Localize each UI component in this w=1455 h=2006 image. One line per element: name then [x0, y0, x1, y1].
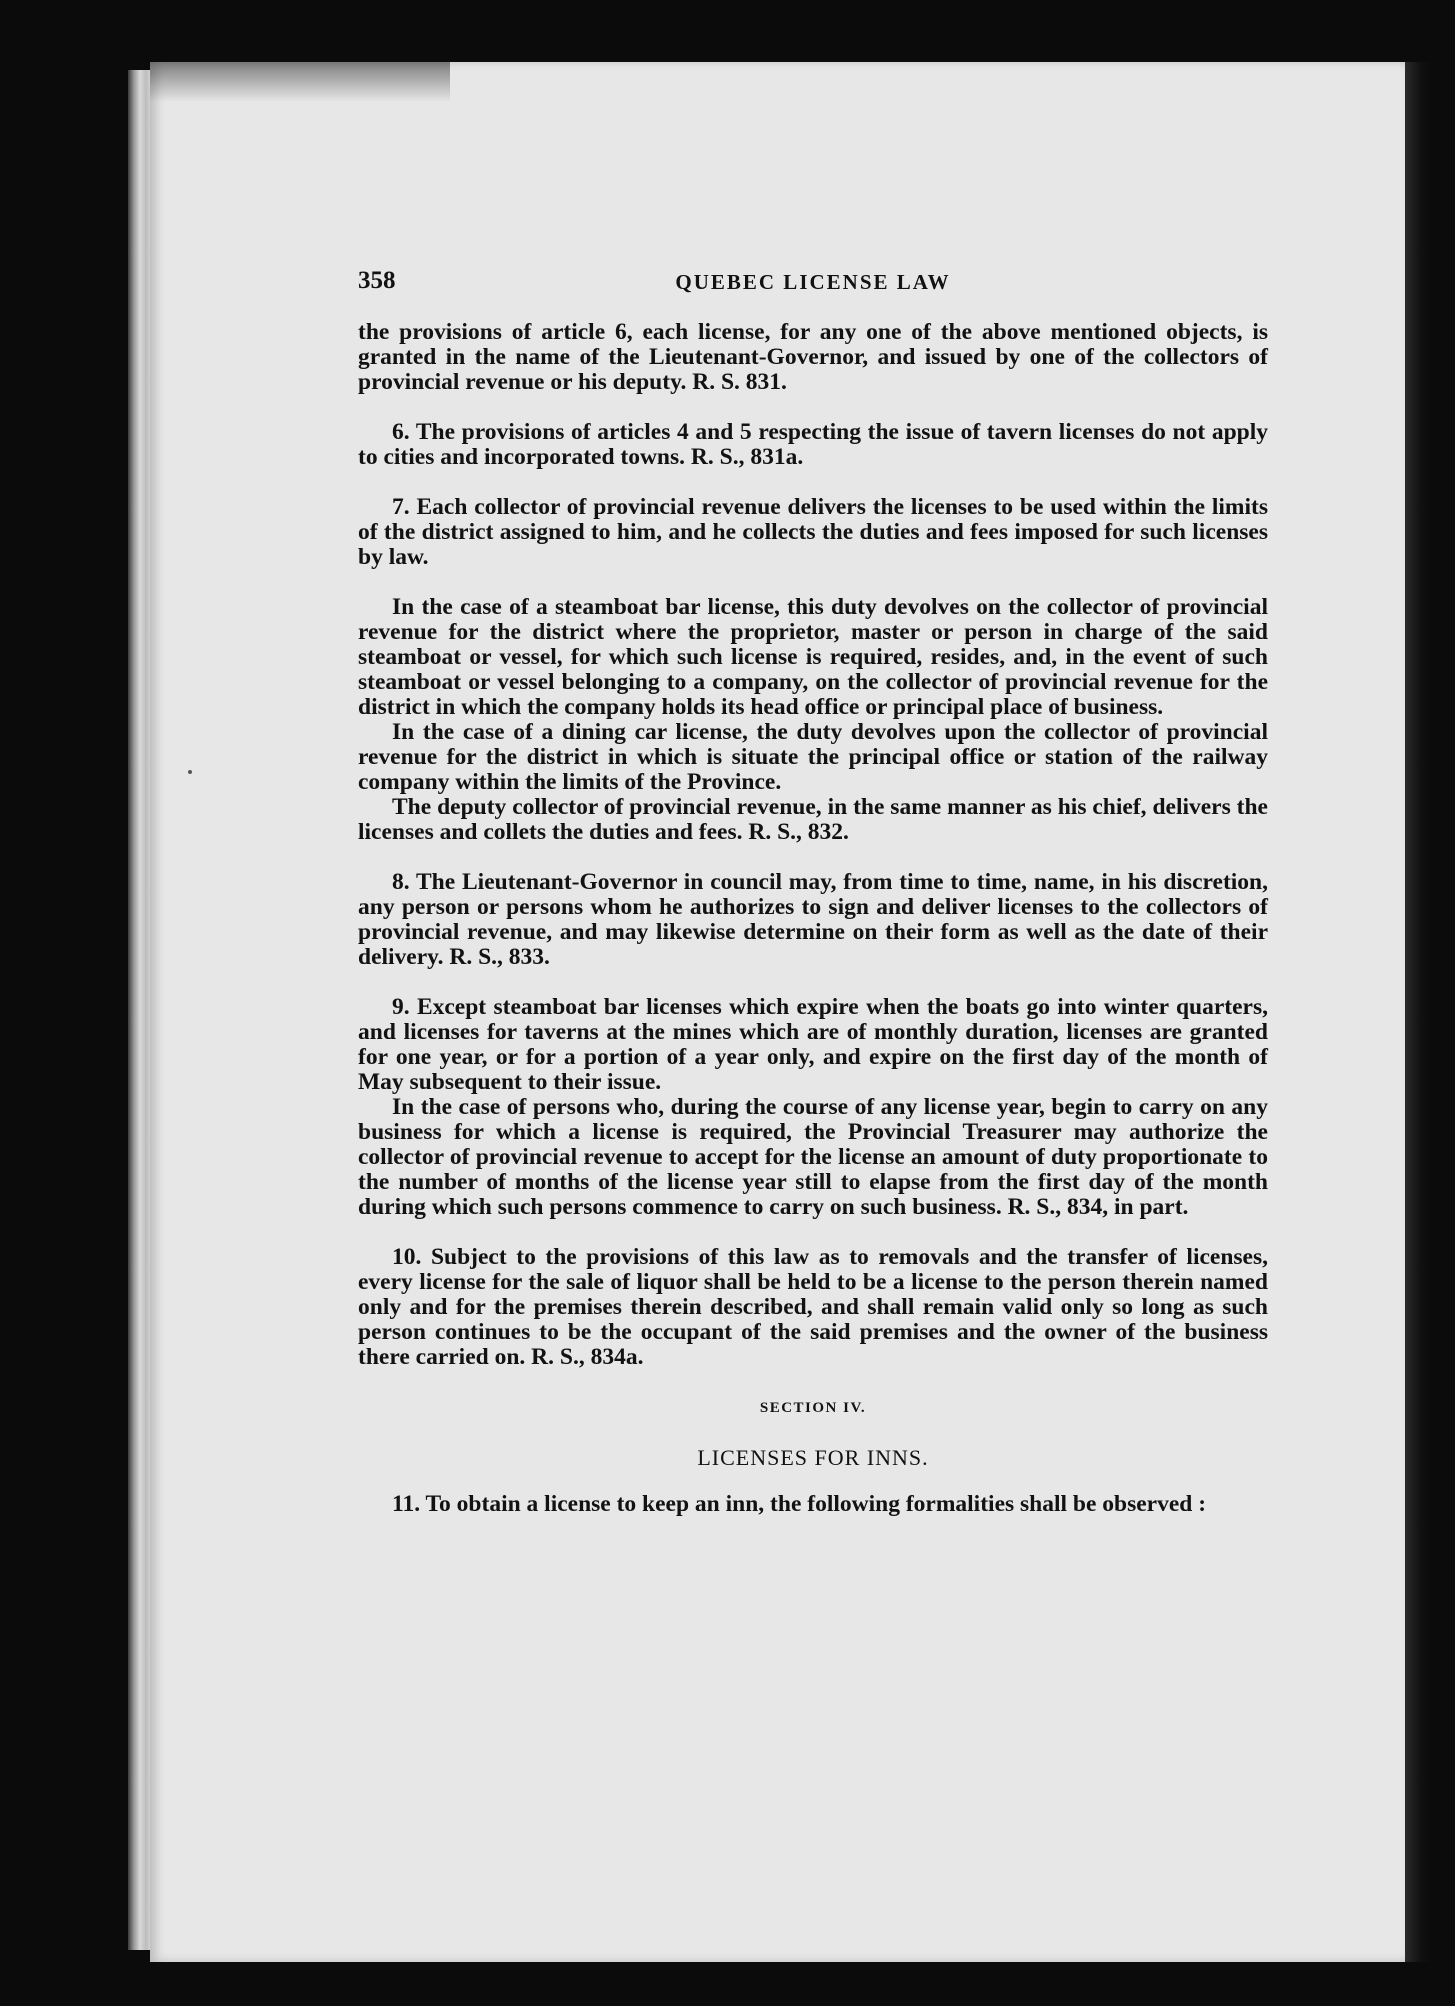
page-text — [358, 268, 1268, 1517]
paragraph-license-year: In the case of persons who, during the course of any license year, begin to carry on any business for which a license is required, the Provincial Treasurer may authorize the collector of provincial revenue to accept for the license an amount of duty proportionate to the number of months of the license year still to elapse from the first day of the month during which such persons commence to carry on such business. R. S., 834, in part. — [358, 1094, 1268, 1220]
running-head — [358, 268, 1268, 308]
section-title: LICENSES FOR INNS. — [697, 1445, 929, 1470]
section-label: SECTION IV. — [759, 1400, 867, 1416]
paragraph-article-7: 7. Each collector of provincial revenue delivers the licenses to be used within the limits of the district assigned to him, and he collects the duties and fees imposed for such licenses by law. — [358, 494, 1268, 570]
paragraph-continuation: the provisions of article 6, each license, for any one of the above mentioned objects, is granted in the name of the Lieutenant-Governor, and issued by one of the collectors of provincial revenue or his deputy. R. S. 831. — [358, 319, 1268, 395]
paragraph-article-11: 11. To obtain a license to keep an inn, the following formalities shall be observed : — [392, 1491, 1207, 1517]
paragraph-article-8: 8. The Lieutenant-Governor in council may, from time to time, name, in his discretion, any person or persons whom he authorizes to sign and deliver licenses to the collectors of provincial revenue, and may likewise determine on their form as well as the date of their delivery. R. S., 833. — [358, 869, 1268, 970]
binding-shadow — [1405, 62, 1431, 1962]
paragraph-article-10: 10. Subject to the provisions of this law as to removals and the transfer of licenses, every license for the sale of liquor shall be held to be a license to the person therein named only and for the premises therein described, and shall remain valid only so long as such person continues to be the occupant of the said premises and the owner of the business there carried on. R. S., 834a. — [358, 1244, 1268, 1370]
dust-speck — [188, 770, 192, 774]
page-number: 358 — [358, 267, 396, 294]
paragraph-article-6: 6. The provisions of articles 4 and 5 respecting the issue of tavern licenses do not apply to cities and incorporated towns. R. S., 831a. — [358, 419, 1268, 470]
scan-shadow — [150, 62, 450, 102]
paragraph-steamboat: In the case of a steamboat bar license, this duty devolves on the collector of provincial revenue for the district where the proprietor, master or person in charge of the said steamboat or vessel, for which such license is required, resides, and, in the event of such steamboat or vessel belonging to a company, on the collector of provincial revenue for the district in which the company holds its head office or principal place of business. — [358, 594, 1268, 720]
paragraph-dining-car: In the case of a dining car license, the duty devolves upon the collector of provincial revenue for the district in which is situate the principal office or station of the railway company within the limits of the Province. — [358, 719, 1268, 795]
paragraph-deputy: The deputy collector of provincial revenue, in the same manner as his chief, delivers the licenses and collets the duties and fees. R. S., 832. — [358, 794, 1268, 845]
paragraph-article-9: 9. Except steamboat bar licenses which expire when the boats go into winter quarters, and licenses for taverns at the mines which are of monthly duration, licenses are granted for one year, or for a portion of a year only, and expire on the first day of the month of May subsequent to their issue. — [358, 994, 1268, 1095]
running-title: QUEBEC LICENSE LAW — [675, 270, 951, 294]
